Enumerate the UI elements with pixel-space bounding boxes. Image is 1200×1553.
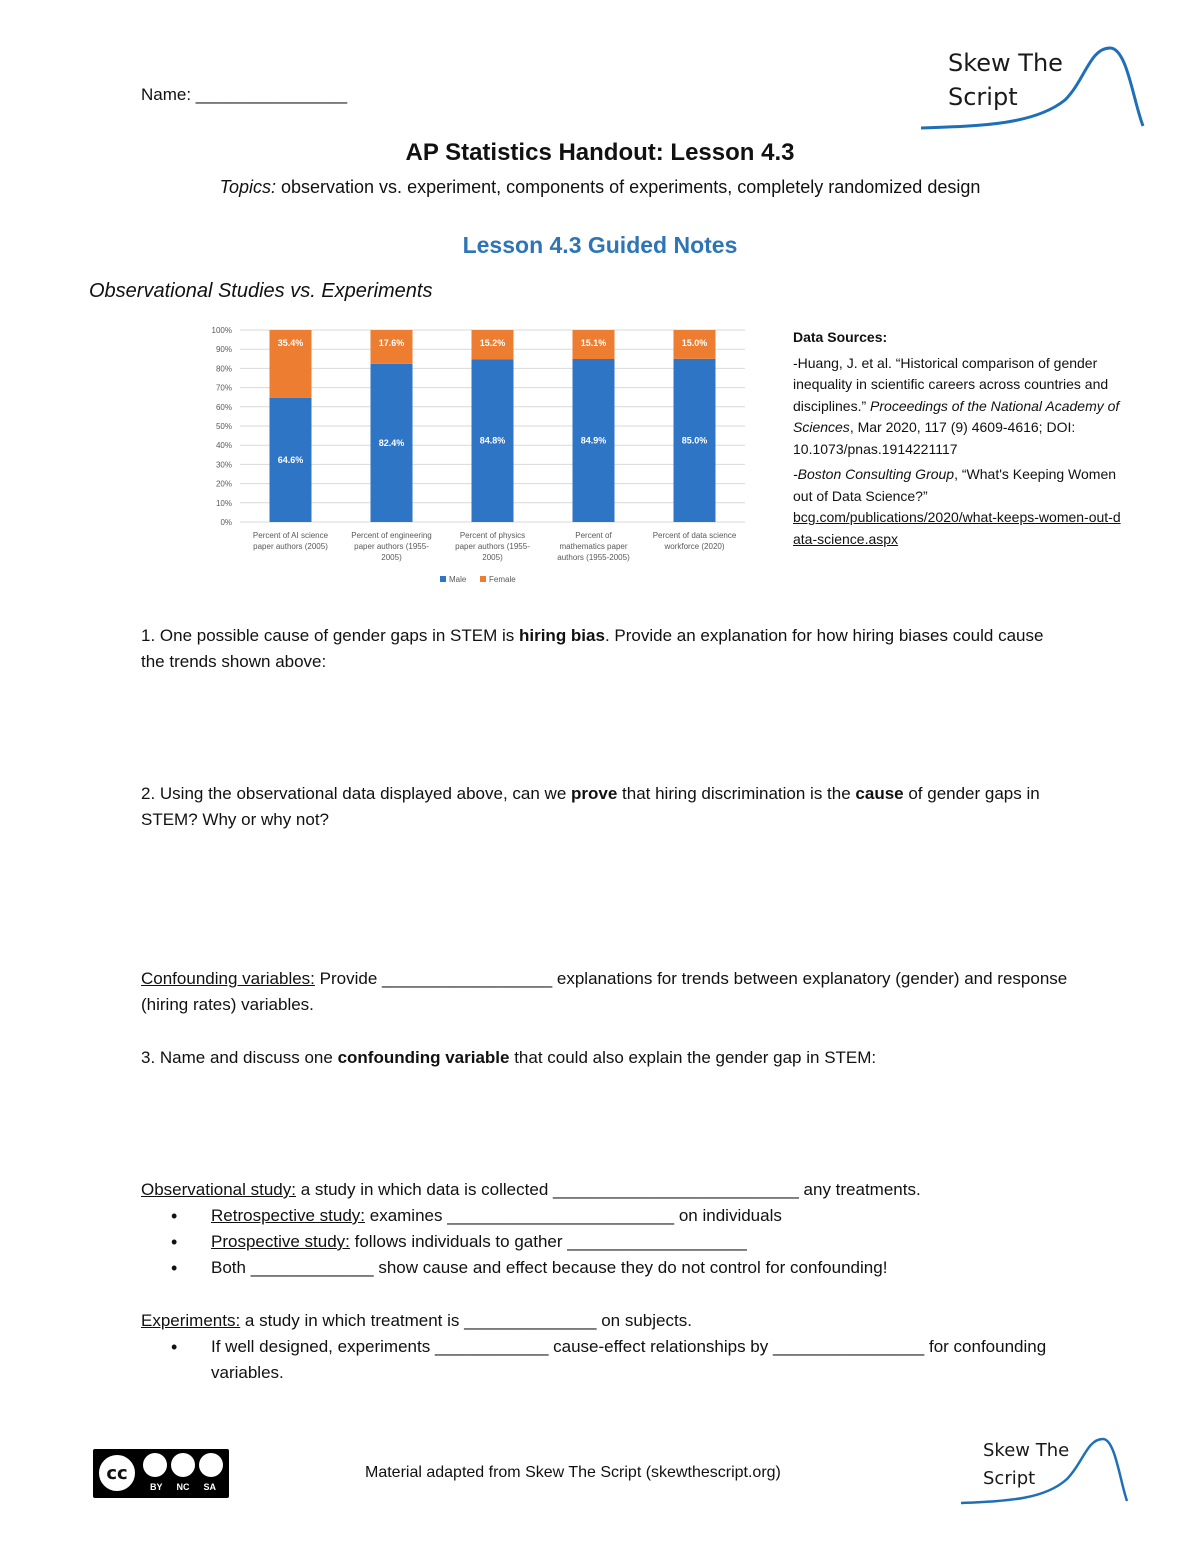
q2-text-b: that hiring discrimination is the (617, 784, 856, 803)
gender-gap-bar-chart (190, 318, 760, 598)
prospective-term: Prospective study: (211, 1232, 350, 1251)
x-tick-label: Percent of engineering (351, 531, 432, 540)
list-item (141, 1255, 1081, 1281)
y-tick-label: 70% (215, 383, 232, 393)
y-tick-label: 20% (215, 479, 232, 489)
data-label: 82.4% (378, 437, 405, 448)
observational-text: a study in which data is collected __________________________ any treatments. (295, 1180, 921, 1199)
retrospective-text: examines ________________________ on individuals (365, 1206, 782, 1225)
source-2-link[interactable]: bcg.com/publications/2020/what-keeps-women-out-data-science.aspx (793, 509, 1121, 547)
q3-text-b: that could also explain the gender gap in STEM: (509, 1048, 877, 1067)
source-1-doi: , Mar 2020, 117 (9) 4609-4616; DOI: 10.1073/pnas.1914221117 (793, 419, 1076, 457)
cc-by-label: BY (149, 1482, 163, 1492)
q1-text-a: 1. One possible cause of gender gaps in STEM is (141, 626, 519, 645)
data-label: 15.0% (681, 338, 708, 348)
source-2 (793, 464, 1123, 550)
experiments-term: Experiments: (141, 1311, 241, 1330)
x-tick-label: 2005) (381, 553, 402, 562)
data-label: 17.6% (378, 338, 405, 348)
y-tick-label: 90% (215, 345, 232, 355)
q2-bold-cause: cause (855, 784, 904, 803)
experiments-definition (141, 1308, 1081, 1334)
experiments-bullets (141, 1334, 1061, 1386)
data-sources-heading: Data Sources: (793, 329, 888, 345)
q2-bold-prove: prove (571, 784, 618, 803)
source-1-text: -Huang, J. et al. “Historical comparison of gender inequality in scientific careers across countries and disciplines.” (793, 354, 1109, 414)
q2-text-c: of gender gaps in STEM? Why or why not? (141, 784, 1040, 829)
cc-icon (97, 1453, 137, 1493)
x-tick-label: paper authors (1955- (455, 542, 530, 551)
logo-text-line2: Script (948, 83, 1018, 111)
cc-nc-label: NC (176, 1482, 190, 1492)
experiments-text: a study in which treatment is ______________ on subjects. (240, 1311, 692, 1330)
list-item (141, 1229, 1081, 1255)
x-tick-label: paper authors (2005) (253, 542, 328, 551)
data-label: 15.1% (580, 338, 607, 348)
data-label: 64.6% (277, 454, 304, 465)
topics-text: observation vs. experiment, components of experiments, completely randomized design (276, 177, 981, 197)
x-tick-label: Percent of (575, 531, 612, 540)
y-tick-label: 40% (215, 441, 232, 451)
list-item (141, 1203, 1081, 1229)
q1-text-b: . Provide an explanation for how hiring biases could cause the trends shown above: (141, 626, 1044, 671)
footer-logo (955, 1433, 1135, 1508)
skew-the-script-logo (915, 40, 1155, 140)
subsection-heading: Observational Studies vs. Experiments (89, 280, 433, 302)
data-label: 84.9% (580, 435, 607, 446)
experiments-block (141, 1308, 1081, 1386)
cc-sa-label: SA (203, 1482, 216, 1492)
x-tick-label: workforce (2020) (664, 542, 725, 551)
source-1-journal: Proceedings of the National Academy of Sciences (793, 397, 1120, 435)
data-label: 15.2% (479, 338, 506, 348)
y-tick-label: 60% (215, 402, 232, 412)
y-tick-label: 0% (220, 518, 232, 527)
x-tick-label: paper authors (1955- (354, 542, 429, 551)
x-tick-label: Percent of physics (459, 531, 526, 540)
y-tick-label: 30% (215, 460, 232, 470)
x-tick-label: 2005) (482, 553, 503, 562)
data-label: 85.0% (681, 435, 708, 446)
prospective-text: follows individuals to gather ___________________ (349, 1232, 747, 1251)
sa-share-icon (199, 1453, 223, 1477)
q1-bold: hiring bias (518, 626, 605, 645)
source-2-title: , “What's Keeping Women out of Data Science?” (793, 466, 1117, 504)
legend-swatch (480, 576, 486, 582)
retrospective-term: Retrospective study: (211, 1206, 366, 1225)
q3-text-a: 3. Name and discuss one (141, 1048, 338, 1067)
confounding-text: Provide __________________ explanations for trends between explanatory (gender) and response (hiring rates) variables. (141, 969, 1068, 1014)
x-tick-label: mathematics paper (559, 542, 628, 551)
cc-license-badge (93, 1449, 229, 1498)
page-title: AP Statistics Handout: Lesson 4.3 (405, 139, 795, 166)
logo-text-line1: Skew The (948, 49, 1063, 77)
source-1 (793, 353, 1123, 461)
y-tick-label: 100% (211, 326, 232, 335)
nc-dollar-icon (171, 1453, 195, 1477)
footer-logo-line2: Script (983, 1468, 1036, 1489)
footer-credit: Material adapted from Skew The Script (skewthescript.org) (365, 1464, 781, 1481)
x-tick-label: Percent of AI science (252, 531, 329, 540)
both-text: Both _____________ show cause and effect because they do not control for confounding! (211, 1258, 888, 1277)
name-field-label: Name: ________________ (141, 85, 348, 104)
cc-terms (143, 1482, 223, 1492)
list-item (141, 1334, 1061, 1386)
question-1 (141, 623, 1071, 675)
chart-svg (190, 318, 760, 598)
legend-swatch (440, 576, 446, 582)
experiments-bullet-text: If well designed, experiments ____________ cause-effect relationships by ________________ for confounding variables. (211, 1337, 1047, 1382)
q2-text-a: 2. Using the observational data displayed above, can we (141, 784, 571, 803)
y-tick-label: 50% (215, 422, 232, 431)
data-label: 35.4% (277, 338, 304, 348)
topics-line (0, 174, 1200, 200)
topics-label: Topics: (219, 177, 276, 197)
x-tick-label: Percent of data science (652, 531, 737, 540)
legend-label: Female (489, 575, 516, 584)
observational-bullets (141, 1203, 1081, 1281)
observational-term: Observational study: (141, 1180, 296, 1199)
confounding-definition (141, 966, 1071, 1018)
source-2-org: -Boston Consulting Group (793, 466, 955, 482)
confounding-term: Confounding variables: (141, 969, 315, 988)
data-sources-block (793, 327, 1123, 550)
x-tick-label: authors (1955-2005) (557, 553, 630, 562)
footer-logo-line1: Skew The (983, 1440, 1070, 1461)
by-person-icon (143, 1453, 167, 1477)
observational-study-block (141, 1177, 1081, 1281)
cc-icon-text: cc (106, 1462, 128, 1484)
q3-bold: confounding variable (337, 1048, 510, 1067)
observational-definition (141, 1177, 1081, 1203)
section-heading: Lesson 4.3 Guided Notes (462, 232, 738, 258)
data-label: 84.8% (479, 435, 506, 446)
legend-label: Male (449, 575, 467, 584)
question-3 (141, 1045, 1071, 1071)
y-tick-label: 80% (215, 364, 232, 374)
question-2 (141, 781, 1071, 833)
y-tick-label: 10% (215, 498, 232, 508)
